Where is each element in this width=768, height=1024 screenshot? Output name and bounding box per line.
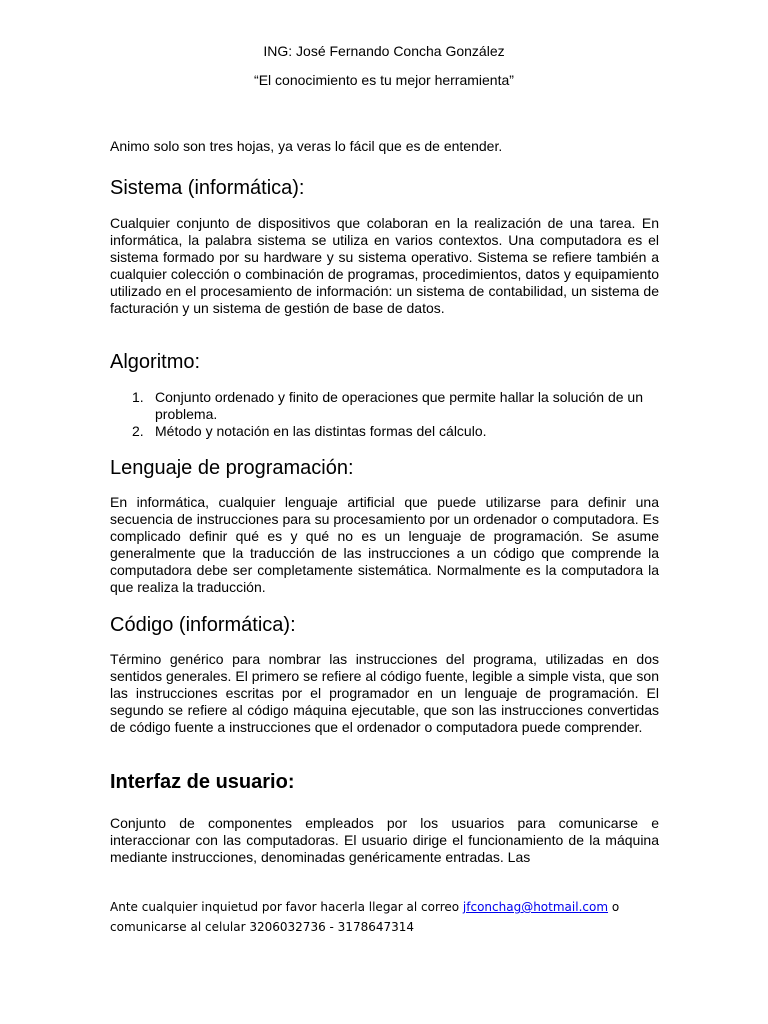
paragraph-lenguaje: En informática, cualquier lenguaje artificial que puede utilizarse para definir una secuencia de instrucciones para su procesamiento por un ordenador o computadora. Es complicado definir qué es y qué no es un lenguaje de programación. Se asume generalmente que la traducción de las instrucciones a un código que comprende la computadora debe ser completamente sistemática. Normalmente es la computadora la que realiza la traducción.	[110, 494, 659, 595]
footer-phone-line: comunicarse al celular 3206032736 - 3178647314	[110, 920, 415, 934]
heading-algoritmo: Algoritmo:	[110, 351, 201, 373]
list-item-number: 1.	[132, 389, 144, 405]
motto-line: “El conocimiento es tu mejor herramienta”	[254, 72, 514, 88]
list-item	[110, 389, 659, 423]
heading-sistema: Sistema (informática):	[110, 177, 305, 199]
algoritmo-list	[110, 389, 659, 440]
list-item-number: 2.	[132, 423, 144, 439]
heading-lenguaje: Lenguaje de programación:	[110, 457, 354, 479]
list-item	[110, 423, 659, 440]
heading-codigo: Código (informática):	[110, 614, 296, 636]
author-line: ING: José Fernando Concha González	[263, 43, 505, 59]
footer-contact-line	[110, 900, 619, 914]
footer-suffix: o	[608, 900, 620, 914]
paragraph-sistema: Cualquier conjunto de dispositivos que colaboran en la realización de una tarea. En informática, la palabra sistema se utiliza en varios contextos. Una computadora es el sistema formado por su hardware y su sistema operativo. Sistema se refiere también a cualquier colección o combinación de programas, procedimientos, datos y equipamiento utilizado en el procesamiento de información: un sistema de contabilidad, un sistema de facturación y un sistema de gestión de base de datos.	[110, 215, 659, 316]
heading-interfaz: Interfaz de usuario:	[110, 771, 295, 793]
intro-paragraph: Animo solo son tres hojas, ya veras lo fácil que es de entender.	[110, 138, 503, 154]
list-item-text: Conjunto ordenado y finito de operaciones que permite hallar la solución de un problema.	[155, 389, 643, 422]
paragraph-interfaz: Conjunto de componentes empleados por los usuarios para comunicarse e interaccionar con las computadoras. El usuario dirige el funcionamiento de la máquina mediante instrucciones, denominadas genéricamente entradas. Las	[110, 815, 659, 865]
list-item-text: Método y notación en las distintas formas del cálculo.	[155, 423, 487, 439]
footer-prefix: Ante cualquier inquietud por favor hacerla llegar al correo	[110, 900, 463, 914]
paragraph-codigo: Término genérico para nombrar las instrucciones del programa, utilizadas en dos sentidos generales. El primero se refiere al código fuente, legible a simple vista, que son las instrucciones escritas por el programador en un lenguaje de programación. El segundo se refiere al código máquina ejecutable, que son las instrucciones convertidas de código fuente a instrucciones que el ordenador o computadora puede comprender.	[110, 651, 659, 735]
email-link[interactable]: jfconchag@hotmail.com	[462, 900, 609, 914]
